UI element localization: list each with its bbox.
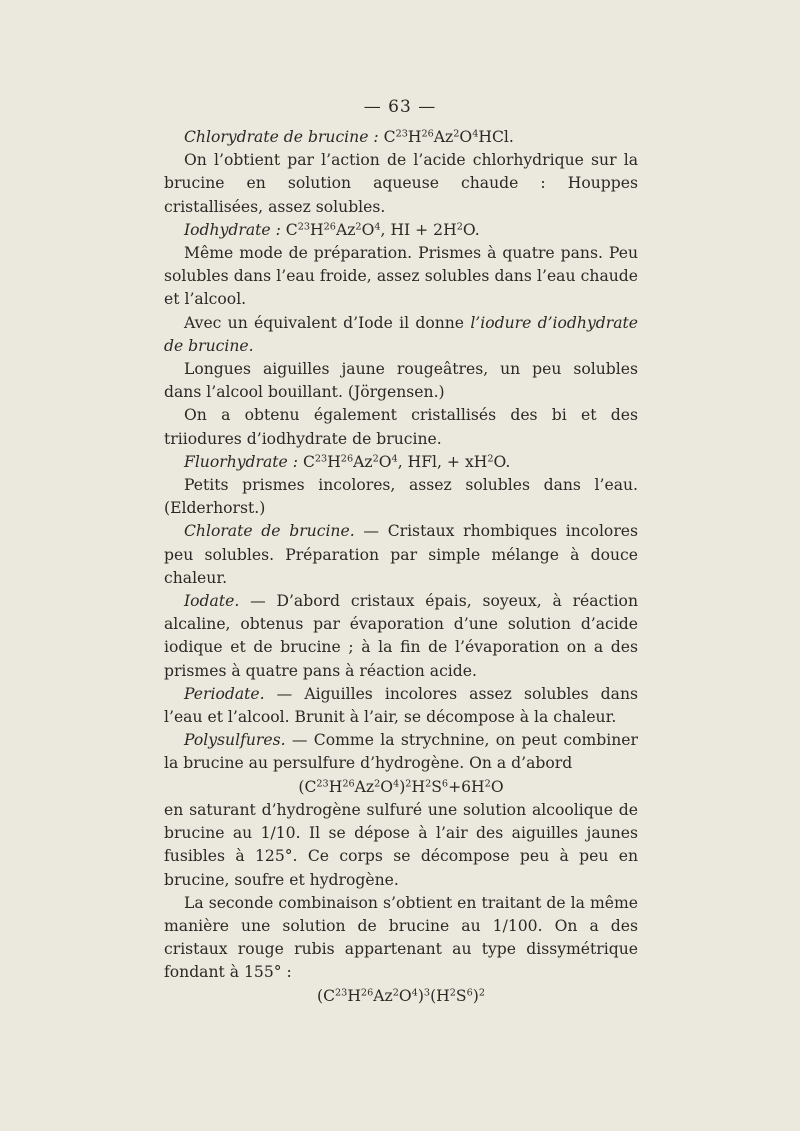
formula-index: 23 (297, 221, 311, 233)
formula-index: 4 (393, 778, 400, 790)
formula-text: ) (472, 986, 479, 1005)
formula-index: 2 (405, 778, 412, 790)
formula-text: (C (317, 986, 336, 1005)
formula-line (164, 985, 638, 1008)
formula-text: O (490, 777, 504, 796)
formula-index: 26 (340, 453, 354, 465)
formula-index: 23 (395, 128, 408, 140)
compound-label: Iodhydrate : (184, 220, 281, 239)
formula-index: 6 (466, 987, 473, 999)
formula-index: 23 (314, 453, 328, 465)
formula-index: 2 (374, 778, 381, 790)
formula-text: Az (335, 220, 356, 239)
formula-text: O. (462, 220, 480, 239)
formula-text: ) (399, 777, 406, 796)
formula-text: H (310, 220, 324, 239)
formula-text: O (361, 220, 375, 239)
formula-line (164, 776, 638, 799)
paragraph-text: — Aiguilles incolores assez solubles dans l’eau et l’alcool. Brunit à l’air, se décompose à la chaleur. (164, 684, 638, 727)
formula-text: O (398, 986, 412, 1005)
formula-text: H (347, 986, 361, 1005)
formula-text: H (407, 128, 422, 146)
formula-text: O (380, 777, 394, 796)
formula-index: 2 (478, 987, 485, 999)
formula-text: C (285, 220, 298, 239)
paragraph-text: — Comme la strychnine, on peut combiner la brucine au persulfure d’hydrogène. On a d’abord (164, 731, 638, 773)
formula-text: O (459, 128, 473, 146)
formula-index: 23 (316, 778, 329, 790)
formula-index: 4 (472, 128, 479, 140)
formula-index: 2 (355, 221, 362, 233)
formula-text: , HI + 2H (380, 220, 457, 239)
formula-text: (C (298, 777, 317, 796)
paragraph (164, 590, 638, 683)
formula-text: C (383, 128, 396, 146)
formula-index: 4 (411, 987, 418, 999)
formula-index: 4 (391, 453, 398, 465)
formula-index: 2 (456, 221, 463, 233)
paragraph (164, 520, 638, 590)
paragraph: Petits prismes incolores, assez solubles dans l’eau. (Elderhorst.) (164, 476, 638, 518)
paragraph: On l’obtient par l’action de l’acide chlorhydrique sur la brucine en solution aqueuse chaude : Houppes cristallisées, assez solubles. (164, 151, 638, 216)
formula-text: HCl. (478, 128, 514, 146)
formula-text: , HFl, + xH (397, 452, 488, 471)
formula-text: ) (417, 986, 424, 1005)
formula-index: 2 (453, 128, 460, 140)
paragraph (164, 729, 638, 775)
paragraph (164, 312, 638, 358)
formula-text: O (378, 452, 392, 471)
paragraph-text: — D’abord cristaux épais, soyeux, à réaction alcaline, obtenus par évaporation d’une solution d’acide iodique et de brucine ; à la fin de l’évaporation on a des prismes à quatre pans à réaction acide. (164, 592, 638, 680)
formula-index: 2 (487, 453, 494, 465)
formula-text: H (328, 777, 343, 796)
paragraph: Même mode de préparation. Prismes à quatre pans. Peu solubles dans l’eau froide, assez solubles dans l’eau chaude et l’alcool. (164, 244, 638, 309)
paragraph: On a obtenu également cristallisés des bi et des triiodures d’iodhydrate de brucine. (164, 406, 638, 448)
paragraph (164, 683, 638, 729)
body-text (164, 126, 638, 1008)
compound-label: Chlorate de brucine. (184, 522, 355, 541)
formula-text: S (455, 986, 467, 1005)
formula-index: 6 (441, 778, 449, 790)
formula-index: 2 (392, 987, 399, 999)
formula-index: 23 (335, 987, 348, 999)
formula-index: 3 (423, 987, 431, 999)
compound-heading (164, 451, 638, 474)
compound-heading (164, 126, 638, 149)
formula-text: Az (433, 128, 454, 146)
formula-text: O. (493, 452, 511, 471)
formula-text: Az (353, 452, 373, 471)
paragraph-italic: l’iodure d’iodhydrate de brucine. (164, 313, 638, 355)
formula-text: Az (373, 986, 393, 1005)
compound-heading (164, 219, 638, 242)
formula-text: H (411, 777, 426, 796)
compound-label: Fluorhydrate : (184, 452, 298, 471)
formula-text: H (327, 452, 341, 471)
formula-index: 2 (484, 778, 491, 790)
formula-index: 26 (323, 221, 336, 233)
formula-text: +6H (448, 777, 485, 796)
formula-index: 2 (425, 778, 432, 790)
formula-text: C (302, 452, 315, 471)
formula-index: 26 (360, 987, 374, 999)
formula-text: (H (430, 986, 450, 1005)
formula-text: Az (354, 777, 375, 796)
compound-label: Periodate. (184, 684, 265, 703)
compound-label: Polysulfures. (184, 731, 286, 750)
formula-index: 4 (374, 221, 381, 233)
compound-label: Chlorydrate de brucine : (184, 128, 379, 146)
formula-text: S (431, 777, 442, 796)
paragraph: Longues aiguilles jaune rougeâtres, un peu solubles dans l’alcool bouillant. (Jörgensen.) (164, 360, 638, 402)
page-number: — 63 — (363, 97, 437, 117)
compound-label: Iodate. (184, 592, 240, 611)
formula-index: 26 (342, 778, 355, 790)
paragraph: La seconde combinaison s’obtient en traitant de la même manière une solution de brucine au 1/100. On a des cristaux rouge rubis appartenant au type dissymétrique fondant à 155° : (164, 893, 638, 982)
paragraph-text: — Cristaux rhombiques incolores peu solubles. Préparation par simple mélange à douce chaleur. (164, 522, 638, 587)
formula-index: 2 (449, 987, 456, 999)
formula-index: 26 (421, 128, 434, 140)
paragraph-text: Avec un équivalent d’Iode il donne (184, 313, 471, 332)
formula-index: 2 (372, 453, 379, 465)
paragraph: en saturant d’hydrogène sulfuré une solution alcoolique de brucine au 1/10. Il se dépose à l’air des aiguilles jaunes fusibles à 125°. Ce corps se décompose peu à peu en brucine, soufre et hydrogène. (164, 800, 638, 889)
